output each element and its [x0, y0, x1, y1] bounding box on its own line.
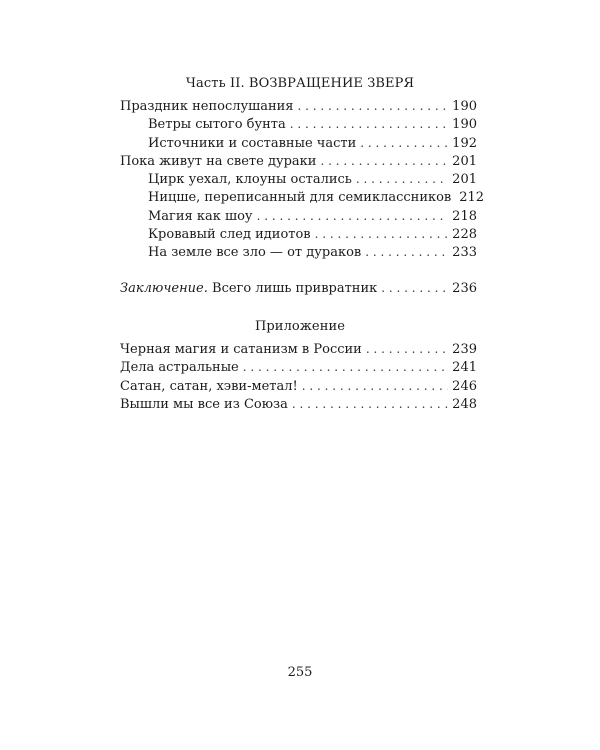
toc-subentry — [120, 225, 477, 243]
toc-entry — [120, 358, 477, 376]
toc-entry-title: Дела астральные — [120, 360, 239, 376]
toc-entry — [120, 152, 477, 170]
toc-subentry — [120, 115, 477, 133]
conclusion-title: Всего лишь привратник — [207, 281, 378, 296]
appendix-heading: Приложение — [254, 319, 346, 334]
toc-entry-title: Ветры сытого бунта — [148, 117, 286, 133]
dot-leader — [365, 243, 448, 261]
dot-leader — [381, 279, 448, 297]
toc-entry — [120, 340, 477, 358]
toc-subentry — [120, 188, 485, 206]
toc-entry-page: 201 — [452, 153, 477, 169]
dot-leader — [320, 152, 448, 170]
toc-conclusion — [120, 279, 477, 297]
toc-entry-page: 212 — [459, 190, 485, 206]
page-number: 255 — [287, 665, 313, 680]
toc-entry-title: Сатан, сатан, хэви-метал! — [120, 378, 298, 394]
dot-leader — [302, 377, 448, 395]
toc-entry-page: 233 — [452, 245, 477, 261]
toc-entry — [120, 377, 477, 395]
toc-entry-page: 241 — [452, 360, 477, 376]
dot-leader — [366, 340, 448, 358]
dot-leader — [298, 97, 449, 115]
toc-part-list — [120, 97, 485, 262]
dot-leader — [257, 207, 449, 225]
toc-entry-title: Магия как шоу — [148, 208, 253, 224]
toc-entry-page: 228 — [452, 227, 477, 243]
toc-entry-title: Вышли мы все из Союза — [120, 396, 288, 412]
toc-entry-title — [120, 280, 381, 298]
toc-subentry — [120, 207, 477, 225]
toc-entry-title: Источники и составные части — [148, 135, 357, 151]
toc-entry-page: 239 — [452, 342, 477, 357]
dot-leader — [315, 225, 449, 243]
toc-entry-page: 218 — [452, 208, 477, 224]
toc-entry — [120, 279, 477, 297]
toc-entry-page: 192 — [452, 135, 477, 151]
dot-leader — [356, 170, 448, 188]
toc-entry-title: Кровавый след идиотов — [148, 227, 311, 243]
toc-subentry — [120, 170, 477, 188]
dot-leader — [290, 115, 448, 133]
dot-leader — [360, 134, 448, 152]
toc-entry — [120, 97, 477, 115]
toc-entry-title: Цирк уехал, клоуны остались — [148, 172, 352, 188]
toc-entry-title: На земле все зло — от дураков — [148, 245, 362, 261]
dot-leader — [292, 395, 448, 413]
toc-appendix-list — [120, 340, 477, 413]
toc-entry-title: Праздник непослушания — [120, 99, 294, 114]
toc-entry-page: 190 — [452, 117, 477, 133]
toc-subentry — [120, 243, 477, 261]
toc-entry — [120, 395, 477, 413]
conclusion-label: Заключение. — [120, 281, 208, 296]
toc-entry-page: 201 — [452, 172, 477, 188]
toc-entry-title: Ницше, переписанный для семиклассников — [148, 190, 452, 206]
toc-entry-page: 190 — [452, 99, 477, 114]
toc-entry-page: 236 — [452, 281, 477, 296]
part-heading: Часть II. ВОЗВРАЩЕНИЕ ЗВЕРЯ — [185, 76, 415, 91]
toc-entry-title: Черная магия и сатанизм в России — [120, 342, 362, 357]
toc-entry-page: 246 — [452, 378, 477, 394]
toc-entry-title: Пока живут на свете дураки — [120, 153, 317, 169]
toc-entry-page: 248 — [452, 396, 477, 412]
dot-leader — [243, 358, 448, 376]
toc-subentry — [120, 134, 477, 152]
